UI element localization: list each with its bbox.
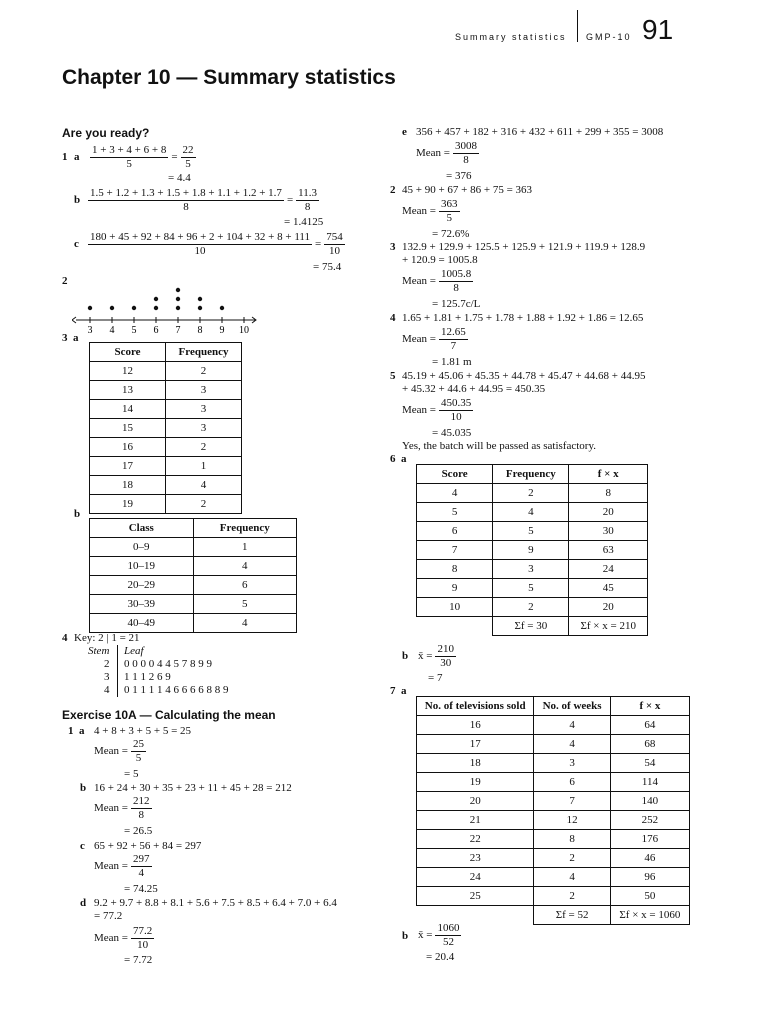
header-code: GMP-10 (586, 32, 632, 42)
e1d-mean: Mean = $\frac{77.2}{10}$ (94, 925, 153, 951)
dot-plot (72, 282, 262, 334)
e1d-sum: 9.2 + 9.7 + 8.8 + 8.1 + 5.6 + 7.5 + 8.5 + 6.4 + 7.0 + 6.4 (94, 897, 337, 909)
header-divider (577, 10, 578, 42)
table-cell: 50 (610, 887, 689, 906)
q4-number: 4 (62, 632, 68, 644)
table-cell: 4 (493, 503, 569, 522)
q1a-result-fraction: $\frac{22}{5}$ (182, 144, 194, 170)
axis-tick-label: 5 (131, 325, 137, 334)
table-cell: 5 (193, 595, 297, 614)
q1b-result-fraction: $\frac{11.3}{8}$ (298, 187, 317, 213)
table-cell: 2 (166, 438, 242, 457)
table-cell: 20 (569, 503, 648, 522)
table-cell: 6 (534, 773, 610, 792)
e1c-result: = 74.25 (124, 883, 158, 895)
q1b-label: b (74, 194, 81, 206)
e5-result: = 45.035 (432, 427, 472, 439)
table-cell: 17 (417, 735, 534, 754)
leaf-values: 0 0 0 0 4 4 5 7 8 9 9 1 1 1 2 6 9 0 1 1 1 1 4 6 6 6 6 8 8 9 (124, 658, 229, 696)
dot-plot-dot (154, 306, 158, 310)
e1b-sum: 16 + 24 + 30 + 35 + 23 + 11 + 45 + 28 = 212 (94, 782, 292, 794)
e4-number: 4 (390, 312, 396, 324)
e1a-result: = 5 (124, 768, 139, 780)
total-cell (417, 617, 493, 636)
column-header: Frequency (166, 343, 242, 362)
column-header: Class (90, 519, 194, 538)
axis-arrow-left (72, 317, 76, 323)
table-cell: 12 (534, 811, 610, 830)
table-cell: 63 (569, 541, 648, 560)
table-cell: 96 (610, 868, 689, 887)
leaf-header: Leaf (124, 645, 144, 657)
table-cell: 8 (417, 560, 493, 579)
table-cell: 16 (417, 716, 534, 735)
e6b-label: b (402, 650, 409, 662)
q1c-result-fraction: $\frac{754}{10}$ (326, 231, 343, 257)
e6-number: 6 a (390, 453, 407, 465)
column-header: No. of weeks (534, 697, 610, 716)
table-cell: 4 (193, 614, 297, 633)
q1c-fraction: $\frac{180 + 45 + 92 + 84 + 96 + 2 + 104 + 32 + 8 + 111}{10}$ (90, 231, 311, 257)
table-row (417, 598, 648, 617)
table-cell: 4 (193, 557, 297, 576)
e5-mean: Mean = $\frac{450.35}{10}$ (402, 397, 472, 423)
e6b-xbar: x̄ = $\frac{210}{30}$ (418, 643, 454, 669)
axis-tick-label: 6 (153, 325, 159, 334)
score-frequency-table (89, 342, 242, 514)
dot-plot-dot (176, 297, 180, 301)
page-title: Chapter 10 — Summary statistics (62, 66, 396, 89)
q1a-result: = 4.4 (168, 172, 191, 184)
table-row (90, 614, 297, 633)
column-header: No. of televisions sold (417, 697, 534, 716)
e1d-label: d (80, 897, 87, 909)
axis-tick-label: 7 (175, 325, 181, 334)
table-row (417, 773, 690, 792)
table-cell: 20 (569, 598, 648, 617)
table-cell: 46 (610, 849, 689, 868)
q3-number: 3 a (62, 332, 79, 344)
score-fx-table (416, 464, 648, 636)
q1b-fraction: $\frac{1.5 + 1.2 + 1.3 + 1.5 + 1.8 + 1.1 + 1.2 + 1.7}{8}$ (90, 187, 282, 213)
table-row (417, 735, 690, 754)
table-cell: 252 (610, 811, 689, 830)
column-header: Frequency (493, 465, 569, 484)
stem-leaf-divider (117, 645, 118, 697)
table-cell: 2 (493, 598, 569, 617)
table-cell: 6 (417, 522, 493, 541)
table-header-row (90, 343, 242, 362)
e7b-xbar: x̄ = $\frac{1060}{52}$ (418, 922, 460, 948)
table-cell: 3 (493, 560, 569, 579)
table-cell: 2 (534, 887, 610, 906)
table-cell: 9 (417, 579, 493, 598)
table-row (90, 362, 242, 381)
table-cell: 24 (417, 868, 534, 887)
table-row (90, 557, 297, 576)
e1c-sum: 65 + 92 + 56 + 84 = 297 (94, 840, 202, 852)
e4-mean: Mean = $\frac{12.65}{7}$ (402, 326, 466, 352)
table-row (417, 830, 690, 849)
table-cell: 114 (610, 773, 689, 792)
e1b-label: b (80, 782, 87, 794)
table-row (90, 419, 242, 438)
table-cell: 20 (417, 792, 534, 811)
running-header: Summary statistics (455, 32, 567, 42)
axis-tick-label: 10 (239, 325, 249, 334)
q1b-result: = 1.4125 (284, 216, 324, 228)
exercise-heading: Exercise 10A — Calculating the mean (62, 708, 276, 722)
e3-sum-total: + 120.9 = 1005.8 (402, 254, 478, 266)
stem-leaf-key: Key: 2 | 1 = 21 (74, 632, 140, 644)
e3-result: = 125.7c/L (432, 298, 481, 310)
axis-tick-label: 9 (219, 325, 225, 334)
table-cell: 13 (90, 381, 166, 400)
table-row (417, 484, 648, 503)
table-cell: 2 (534, 849, 610, 868)
table-cell: 6 (193, 576, 297, 595)
table-cell: 3 (534, 754, 610, 773)
q1-number: 1 (62, 151, 68, 163)
table-cell: 3 (166, 419, 242, 438)
axis-tick-label: 8 (197, 325, 203, 334)
table-cell: 4 (534, 868, 610, 887)
column-header: f × x (569, 465, 648, 484)
table-cell: 3 (166, 381, 242, 400)
e1a-mean: Mean = $\frac{25}{5}$ (94, 738, 144, 764)
stem-values: 2 3 4 (104, 658, 110, 696)
table-cell: 7 (534, 792, 610, 811)
e3-sum: 132.9 + 129.9 + 125.5 + 125.9 + 121.9 + 119.9 + 128.9 (402, 241, 646, 253)
table-cell: 16 (90, 438, 166, 457)
table-cell: 1 (166, 457, 242, 476)
dot-plot-dot (176, 288, 180, 292)
e1-number: 1 a (68, 725, 85, 737)
table-row (417, 541, 648, 560)
e1e-mean: Mean = $\frac{3008}{8}$ (416, 140, 477, 166)
table-cell: 140 (610, 792, 689, 811)
table-cell: 64 (610, 716, 689, 735)
table-cell: 20–29 (90, 576, 194, 595)
e1c-label: c (80, 840, 85, 852)
e5-note: Yes, the batch will be passed as satisfactory. (402, 440, 596, 452)
table-cell: 30–39 (90, 595, 194, 614)
table-cell: 4 (534, 735, 610, 754)
table-cell: 5 (493, 522, 569, 541)
q3b-label: b (74, 508, 81, 520)
q1a-expression: $\frac{1 + 3 + 4 + 6 + 8}{5}$ = $\frac{22}{5}$ (92, 144, 194, 170)
e4-result: = 1.81 m (432, 356, 472, 368)
q1c-result: = 75.4 (313, 261, 342, 273)
e5-number: 5 (390, 370, 396, 382)
table-cell: 18 (90, 476, 166, 495)
table-cell: 10 (417, 598, 493, 617)
e1b-result: = 26.5 (124, 825, 153, 837)
table-cell: 40–49 (90, 614, 194, 633)
e3-mean: Mean = $\frac{1005.8}{8}$ (402, 268, 472, 294)
table-cell: 17 (90, 457, 166, 476)
e3-number: 3 (390, 241, 396, 253)
q1c-expression: $\frac{180 + 45 + 92 + 84 + 96 + 2 + 104 + 32 + 8 + 111}{10}$ = $\frac{754}{10}$ (90, 231, 343, 257)
table-row (90, 381, 242, 400)
televisions-table (416, 696, 690, 925)
q1c-label: c (74, 238, 79, 250)
table-cell: 22 (417, 830, 534, 849)
table-cell: 7 (417, 541, 493, 560)
table-header-row (90, 519, 297, 538)
total-cell: Σf × x = 210 (569, 617, 648, 636)
table-row (90, 476, 242, 495)
e5-sum: 45.19 + 45.06 + 45.35 + 44.78 + 45.47 + 44.68 + 44.95 (402, 370, 646, 382)
dot-plot-dot (176, 306, 180, 310)
e1e-sum: 356 + 457 + 182 + 316 + 432 + 611 + 299 + 355 = 3008 (416, 126, 664, 138)
column-header: f × x (610, 697, 689, 716)
column-header: Frequency (193, 519, 297, 538)
table-cell: 21 (417, 811, 534, 830)
axis-tick-label: 3 (87, 325, 93, 334)
column-header: Score (90, 343, 166, 362)
e2-sum: 45 + 90 + 67 + 86 + 75 = 363 (402, 184, 533, 196)
table-row (417, 754, 690, 773)
table-cell: 2 (166, 495, 242, 514)
dot-plot-dot (198, 306, 202, 310)
e1d-result: = 7.72 (124, 954, 153, 966)
table-row (417, 811, 690, 830)
table-cell: 8 (569, 484, 648, 503)
e6b-result: = 7 (428, 672, 443, 684)
e2-result: = 72.6% (432, 228, 470, 240)
table-cell: 8 (534, 830, 610, 849)
table-cell: 10–19 (90, 557, 194, 576)
table-header-row (417, 697, 690, 716)
table-cell: 9 (493, 541, 569, 560)
table-cell: 30 (569, 522, 648, 541)
total-cell: Σf = 30 (493, 617, 569, 636)
table-cell: 5 (417, 503, 493, 522)
q1b-expression: $\frac{1.5 + 1.2 + 1.3 + 1.5 + 1.8 + 1.1 + 1.2 + 1.7}{8}$ = $\frac{11.3}{8}$ (90, 187, 317, 213)
q1a-fraction: $\frac{1 + 3 + 4 + 6 + 8}{5}$ (92, 144, 167, 170)
table-cell: 19 (417, 773, 534, 792)
e1d-sum-total: = 77.2 (94, 910, 123, 922)
e1a-sum: 4 + 8 + 3 + 5 + 5 = 25 (94, 725, 192, 737)
table-row (90, 438, 242, 457)
table-cell: 5 (493, 579, 569, 598)
e7-number: 7 a (390, 685, 407, 697)
class-frequency-table (89, 518, 297, 633)
stem-header: Stem (88, 645, 110, 657)
table-cell: 0–9 (90, 538, 194, 557)
table-cell: 4 (417, 484, 493, 503)
table-row (417, 849, 690, 868)
table-row (90, 457, 242, 476)
table-cell: 24 (569, 560, 648, 579)
table-cell: 2 (493, 484, 569, 503)
e5-sum-total: + 45.32 + 44.6 + 44.95 = 450.35 (402, 383, 546, 395)
table-row (90, 576, 297, 595)
table-cell: 4 (166, 476, 242, 495)
ready-heading: Are you ready? (62, 126, 150, 140)
table-row (417, 887, 690, 906)
dot-plot-dot (198, 297, 202, 301)
table-row (90, 538, 297, 557)
e4-sum: 1.65 + 1.81 + 1.75 + 1.78 + 1.88 + 1.92 + 1.86 = 12.65 (402, 312, 644, 324)
table-row (417, 522, 648, 541)
axis-tick-label: 4 (109, 325, 115, 334)
total-cell: Σf × x = 1060 (610, 906, 689, 925)
table-cell: 68 (610, 735, 689, 754)
e7b-label: b (402, 930, 409, 942)
page-number: 91 (642, 14, 674, 45)
column-header: Score (417, 465, 493, 484)
table-cell: 1 (193, 538, 297, 557)
dot-plot-dot (132, 306, 136, 310)
e1b-mean: Mean = $\frac{212}{8}$ (94, 795, 150, 821)
e2-number: 2 (390, 184, 396, 196)
q1a-label: a (74, 151, 80, 163)
table-cell: 19 (90, 495, 166, 514)
dot-plot-dot (220, 306, 224, 310)
table-cell: 15 (90, 419, 166, 438)
table-row (417, 579, 648, 598)
e7b-result: = 20.4 (426, 951, 455, 963)
e1e-result: = 376 (446, 170, 472, 182)
dot-plot-dot (154, 297, 158, 301)
e1c-mean: Mean = $\frac{297}{4}$ (94, 853, 150, 879)
table-cell: 18 (417, 754, 534, 773)
e1e-label: e (402, 126, 407, 138)
table-cell: 54 (610, 754, 689, 773)
table-cell: 25 (417, 887, 534, 906)
dot-plot-dot (110, 306, 114, 310)
table-row (90, 595, 297, 614)
table-cell: 4 (534, 716, 610, 735)
table-totals-row (417, 617, 648, 636)
total-cell: Σf = 52 (534, 906, 610, 925)
table-row (417, 560, 648, 579)
table-cell: 23 (417, 849, 534, 868)
table-cell: 176 (610, 830, 689, 849)
table-row (90, 495, 242, 514)
table-cell: 2 (166, 362, 242, 381)
table-header-row (417, 465, 648, 484)
table-cell: 12 (90, 362, 166, 381)
table-row (90, 400, 242, 419)
table-cell: 3 (166, 400, 242, 419)
e2-mean: Mean = $\frac{363}{5}$ (402, 198, 458, 224)
table-row (417, 503, 648, 522)
dot-plot-dot (88, 306, 92, 310)
table-row (417, 792, 690, 811)
table-cell: 14 (90, 400, 166, 419)
q2-number: 2 (62, 275, 68, 287)
table-row (417, 868, 690, 887)
table-row (417, 716, 690, 735)
table-cell: 45 (569, 579, 648, 598)
